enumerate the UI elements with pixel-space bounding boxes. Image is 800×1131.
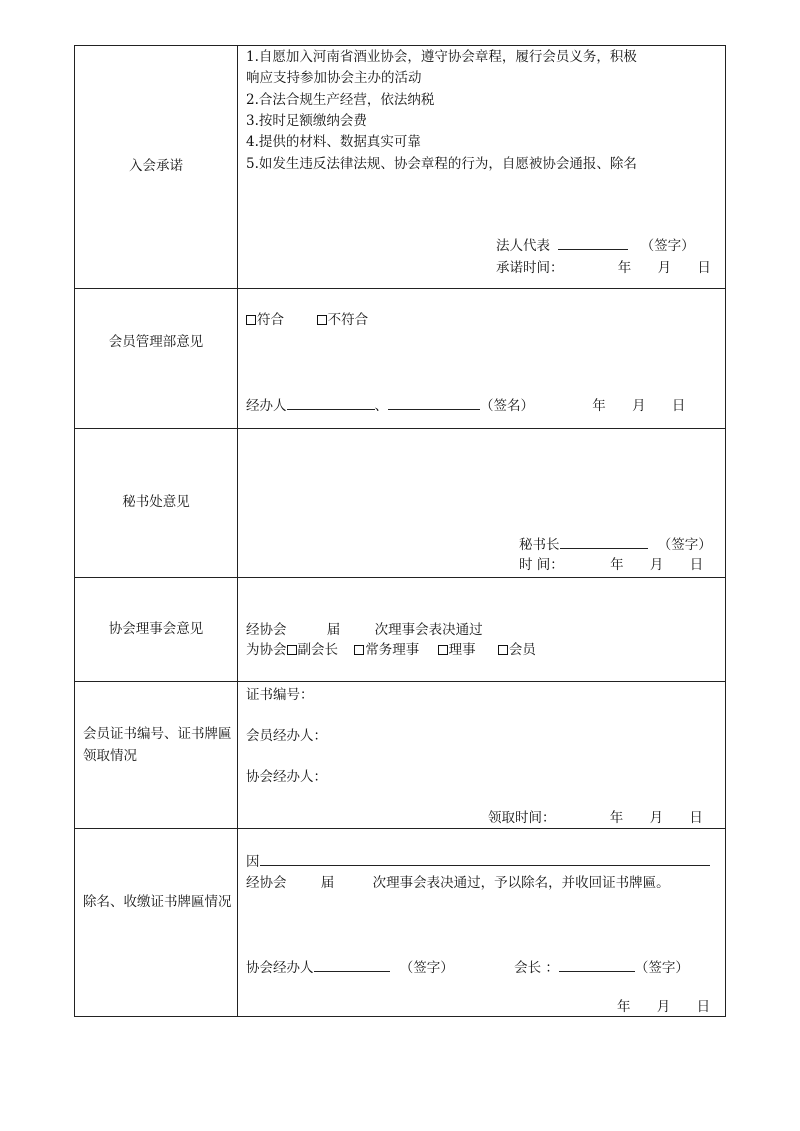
option-member: 会员 — [508, 642, 536, 658]
secretary-general-blank[interactable] — [560, 535, 648, 549]
checkbox-comply[interactable] — [246, 315, 256, 325]
month-label: 月 — [656, 999, 671, 1015]
receive-time-label: 领取时间： — [488, 810, 556, 826]
removal-date-line — [617, 998, 710, 1016]
cert-time-line — [488, 809, 703, 827]
assoc-handler-blank[interactable] — [314, 958, 390, 972]
checkbox-director[interactable] — [438, 645, 448, 655]
month-label: 月 — [632, 398, 646, 414]
removal-text-a: 经协会 — [246, 875, 287, 891]
cause-blank[interactable] — [260, 852, 710, 866]
month-label: 月 — [649, 810, 664, 826]
certificate-label: 会员证书编号、证书牌匾领取情况 — [83, 726, 232, 764]
sign-note: （签字） — [640, 238, 695, 254]
secretary-general-line — [519, 535, 712, 554]
assoc-handler-label: 协会经办人 — [246, 960, 314, 976]
membership-dept-label: 会员管理部意见 — [108, 334, 204, 350]
checkbox-not-comply[interactable] — [317, 315, 327, 325]
council-role-prefix: 为协会 — [246, 642, 287, 658]
president-label: 会长 ： — [514, 960, 559, 976]
table-border-bottom — [74, 1016, 726, 1017]
row-divider — [74, 288, 726, 289]
removal-signature-line — [246, 958, 689, 977]
membership-options — [246, 311, 368, 329]
year-label: 年 — [609, 810, 624, 826]
secretariat-time-line — [519, 556, 703, 574]
legal-rep-blank[interactable] — [558, 236, 628, 250]
option-director: 理事 — [448, 642, 476, 658]
member-handler-label: 会员经办人： — [246, 728, 327, 744]
day-label: 日 — [697, 260, 711, 276]
handler-label: 经办人 — [246, 398, 287, 414]
day-label: 日 — [689, 810, 703, 826]
option-not-comply-label: 不符合 — [327, 312, 369, 328]
council-text-b: 届 — [326, 622, 341, 638]
year-label: 年 — [592, 398, 606, 414]
day-label: 日 — [696, 999, 711, 1015]
removal-cause-line — [246, 852, 710, 871]
sign-note: （签字） — [399, 960, 454, 976]
sign-note: （签字） — [657, 537, 712, 553]
legal-rep-label: 法人代表 — [496, 238, 550, 254]
day-label: 日 — [689, 557, 704, 573]
council-resolution-line — [246, 621, 483, 639]
pledge-line-2: 响应支持参加协会主办的活动 — [246, 70, 422, 86]
sign-note: （签字） — [634, 960, 689, 976]
pledge-line-1: 1.自愿加入河南省酒业协会，遵守协会章程，履行会员义务，积极 — [246, 49, 637, 65]
separator: 、 — [374, 398, 388, 414]
year-label: 年 — [617, 260, 632, 276]
row-divider — [74, 577, 726, 578]
pledge-label: 入会承诺 — [129, 158, 183, 174]
legal-rep-signature-line — [496, 236, 695, 255]
year-label: 年 — [617, 999, 631, 1015]
council-label: 协会理事会意见 — [108, 621, 204, 637]
membership-handler-line — [246, 396, 685, 415]
pledge-line-4: 3.按时足额缴纳会费 — [246, 113, 367, 129]
column-divider — [237, 45, 238, 1017]
year-label: 年 — [610, 557, 624, 573]
time-label: 时 间： — [519, 557, 564, 573]
table-border-left — [74, 45, 75, 1017]
secretariat-label: 秘书处意见 — [122, 494, 190, 510]
cause-label: 因 — [246, 854, 260, 870]
month-label: 月 — [657, 260, 672, 276]
row-divider — [74, 428, 726, 429]
option-vice-president: 副会长 — [297, 642, 338, 658]
checkbox-standing-director[interactable] — [354, 645, 364, 655]
table-border-right — [725, 45, 726, 1017]
sign-note: （签名） — [480, 398, 534, 414]
handler-blank-1[interactable] — [287, 396, 375, 410]
assoc-handler-label: 协会经办人： — [246, 769, 327, 785]
removal-label: 除名、收缴证书牌匾情况 — [83, 894, 232, 910]
pledge-time-label: 承诺时间： — [496, 260, 564, 276]
cert-number-label: 证书编号： — [246, 687, 314, 703]
pledge-time-line — [496, 259, 711, 277]
president-blank[interactable] — [559, 958, 635, 972]
council-text-a: 经协会 — [246, 622, 287, 638]
pledge-line-6: 5.如发生违反法律法规、协会章程的行为，自愿被协会通报、除名 — [246, 156, 637, 172]
day-label: 日 — [671, 398, 686, 414]
removal-text-c: 次理事会表决通过，予以除名，并收回证书牌匾。 — [372, 875, 670, 891]
table-border-top — [74, 45, 726, 46]
checkbox-vice-president[interactable] — [287, 645, 297, 655]
council-role-line — [246, 641, 536, 659]
row-divider — [74, 828, 726, 829]
pledge-line-5: 4.提供的材料、数据真实可靠 — [246, 134, 421, 150]
secretary-general-label: 秘书长 — [519, 537, 560, 553]
option-comply-label: 符合 — [257, 312, 284, 328]
handler-blank-2[interactable] — [388, 396, 480, 410]
council-text-c: 次理事会表决通过 — [374, 622, 483, 638]
month-label: 月 — [649, 557, 664, 573]
removal-resolution-line — [246, 874, 670, 892]
checkbox-member[interactable] — [498, 645, 508, 655]
row-divider — [74, 681, 726, 682]
option-standing-director: 常务理事 — [365, 642, 420, 658]
pledge-line-3: 2.合法合规生产经营，依法纳税 — [246, 92, 435, 108]
removal-text-b: 届 — [320, 875, 335, 891]
